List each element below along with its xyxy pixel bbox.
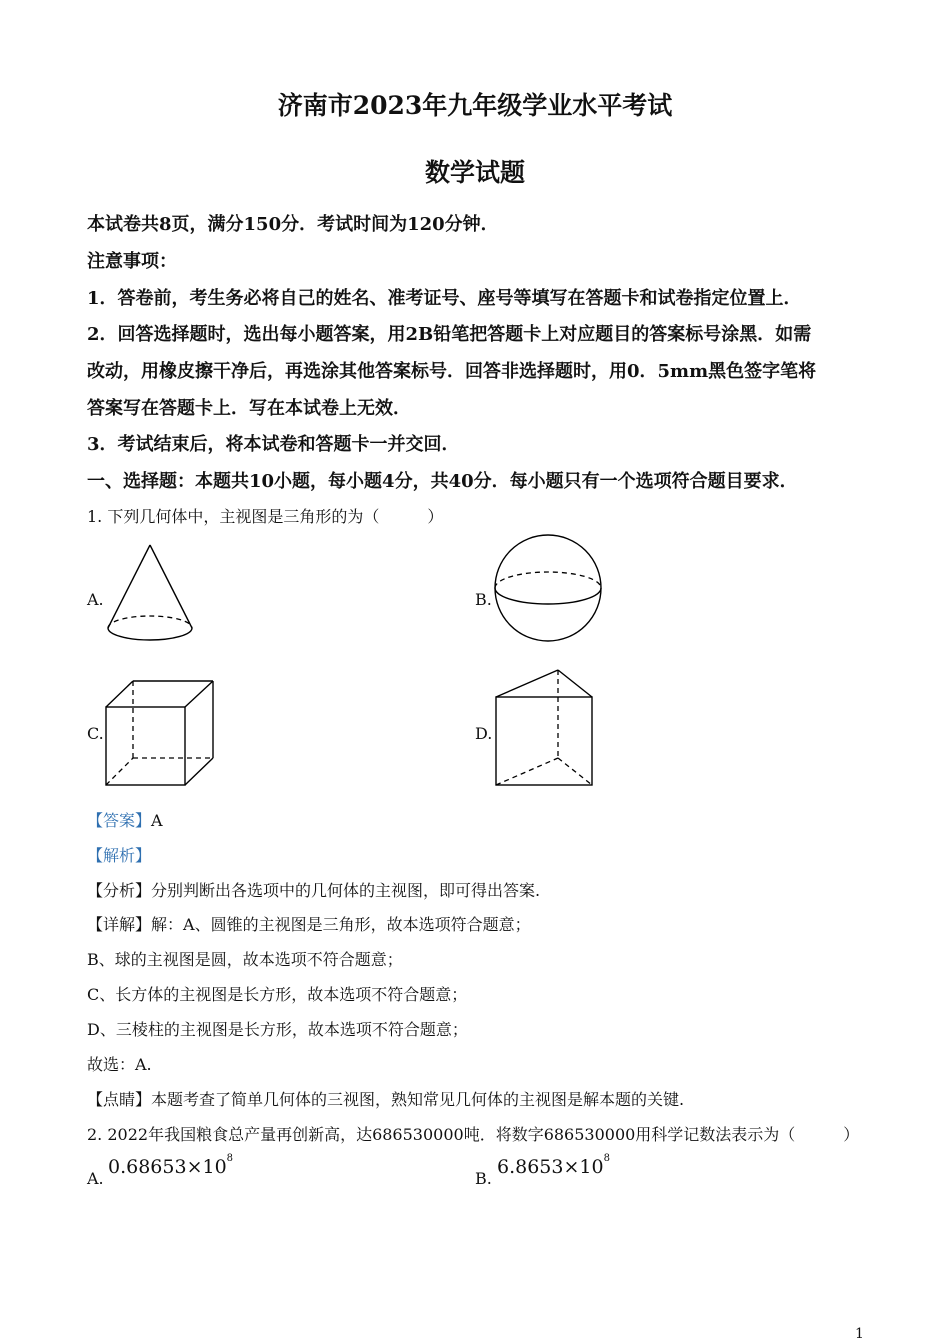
- answer-tag: 【答案】: [87, 811, 152, 830]
- analysis-line: [87, 878, 540, 901]
- sphere-figure: [492, 532, 604, 644]
- question-1-stem: 1. 下列几何体中，主视图是三角形的为（ ）: [87, 507, 444, 526]
- exam-subtitle: 数学试题: [424, 158, 525, 187]
- notice-heading: 注意事项：: [87, 251, 177, 272]
- answer-line: [87, 808, 163, 831]
- option-b-label: B.: [475, 590, 492, 609]
- detail-b: B、球的主视图是圆，故本选项不符合题意；: [87, 950, 403, 969]
- note-2-line-3: 答案写在答题卡上．写在本试卷上无效．: [87, 398, 411, 419]
- analysis-text: 分别判断出各选项中的几何体的主视图，即可得出答案.: [151, 881, 541, 900]
- q2-option-b-label: B.: [475, 1169, 492, 1188]
- q2-option-b-base: 6.8653×10: [497, 1156, 604, 1178]
- detail-line: [87, 912, 531, 935]
- detail-label: 【详解】: [87, 915, 152, 934]
- q2-option-a-value: [108, 1153, 234, 1178]
- note-2-line-1: 2．回答选择题时，选出每小题答案，用2B铅笔把答题卡上对应题目的答案标号涂黑．如需: [87, 324, 812, 345]
- note-2-line-2: 改动，用橡皮擦干净后，再选涂其他答案标号．回答非选择题时，用0．5mm黑色签字笔将: [87, 361, 817, 382]
- q2-option-a-exp: 8: [226, 1153, 234, 1164]
- option-d-label: D.: [475, 724, 493, 743]
- q2-option-b-exp: 8: [603, 1153, 610, 1164]
- note-3: 3．考试结束后，将本试卷和答题卡一并交回．: [87, 434, 460, 455]
- intro-line: 本试卷共8页，满分150分．考试时间为120分钟．: [87, 214, 499, 235]
- option-a-label: A.: [87, 590, 104, 609]
- choose-line: 故选：A.: [87, 1055, 152, 1074]
- section-1-heading: 一、选择题：本题共10小题，每小题4分，共40分．每小题只有一个选项符合题目要求．: [87, 471, 798, 492]
- q2-option-a-base: 0.68653×10: [108, 1156, 227, 1178]
- note-1: 1．答卷前，考生务必将自己的姓名、准考证号、座号等填写在答题卡和试卷指定位置上．: [87, 288, 802, 309]
- comment-text: 本题考查了简单几何体的三视图，熟知常见几何体的主视图是解本题的关键.: [151, 1090, 685, 1109]
- detail-d: D、三棱柱的主视图是长方形，故本选项不符合题意；: [87, 1020, 468, 1039]
- cuboid-figure: [100, 676, 220, 791]
- q2-option-a-label: A.: [87, 1169, 104, 1188]
- analysis-label: 【分析】: [87, 881, 152, 900]
- prism-figure: [490, 664, 600, 790]
- cone-figure: [100, 538, 200, 648]
- comment-label: 【点睛】: [87, 1090, 152, 1109]
- page-number: 1: [855, 1326, 864, 1342]
- q2-option-b-value: [497, 1153, 610, 1178]
- analysis-tag: 【解析】: [87, 846, 152, 865]
- option-c-label: C.: [87, 724, 104, 743]
- detail-c: C、长方体的主视图是长方形，故本选项不符合题意；: [87, 985, 468, 1004]
- question-2-stem: 2. 2022年我国粮食总产量再创新高，达686530000吨．将数字686530000用科学记数法表示为（ ）: [87, 1125, 860, 1144]
- answer-value: A: [151, 811, 163, 830]
- detail-text: 解：A、圆锥的主视图是三角形，故本选项符合题意；: [151, 915, 531, 934]
- comment-line: [87, 1087, 684, 1110]
- exam-title: 济南市2023年九年级学业水平考试: [277, 91, 673, 120]
